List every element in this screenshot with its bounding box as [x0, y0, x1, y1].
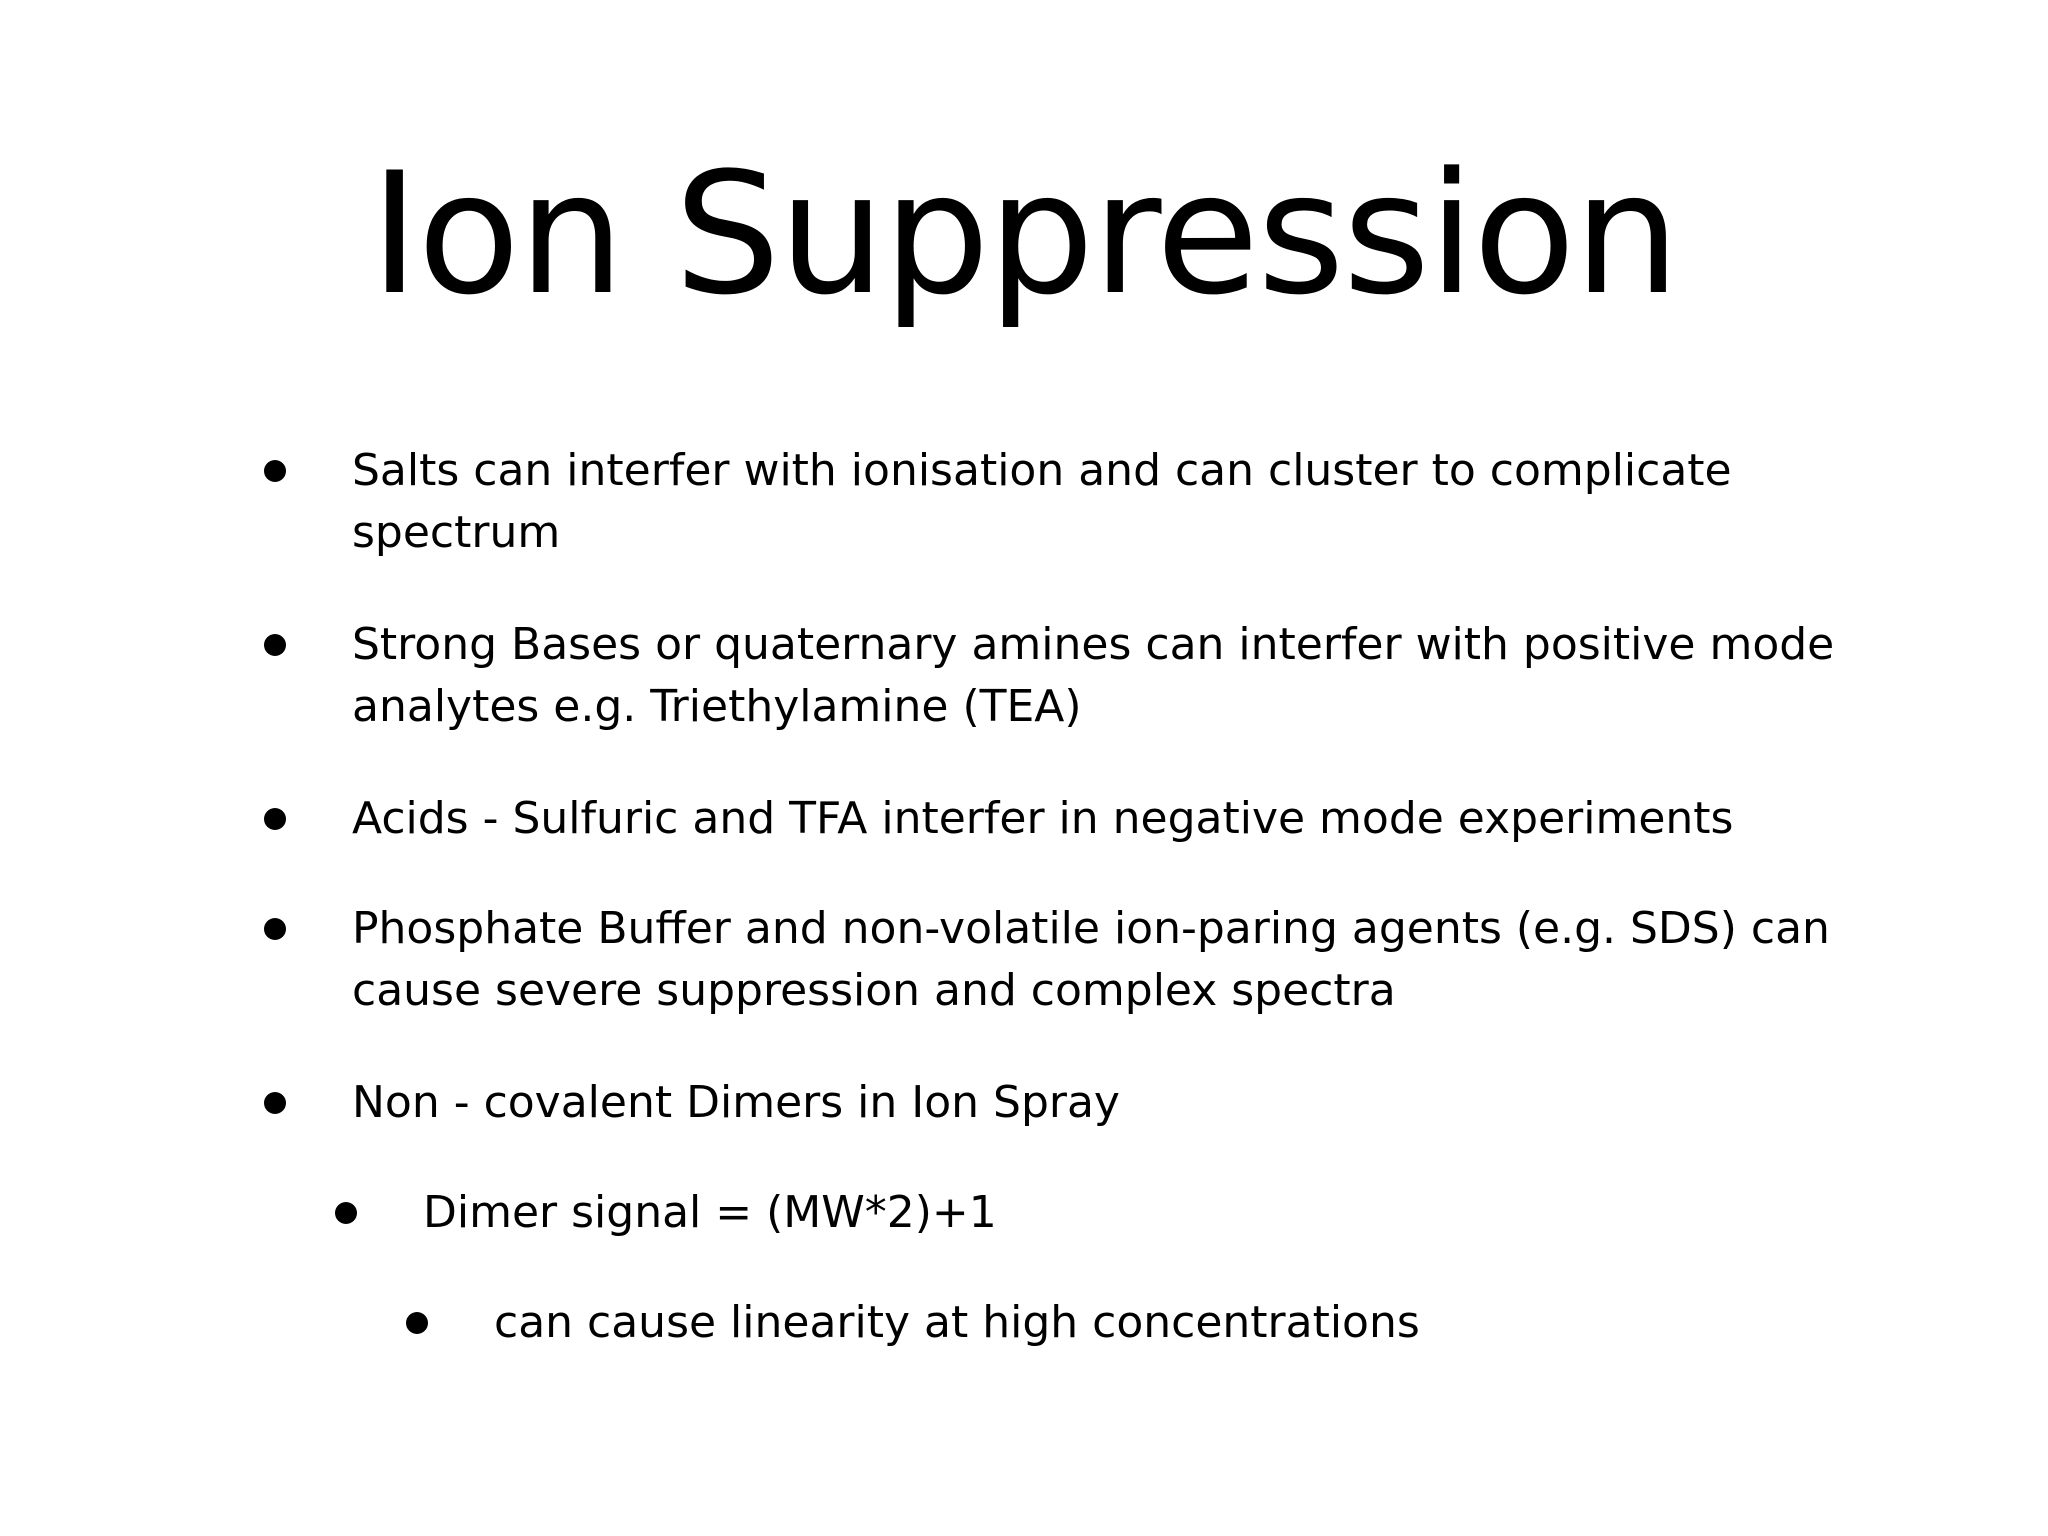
bullet-item — [0, 614, 2048, 744]
bullet-dot-icon — [264, 634, 286, 656]
bullet-text: Phosphate Buffer and non-volatile ion-paring agents (e.g. SDS) can cause severe suppression and complex spectra — [352, 903, 1830, 1016]
bullet-dot-icon — [264, 460, 286, 482]
bullet-item — [0, 1072, 2048, 1142]
bullet-item — [0, 440, 2048, 570]
bullet-item — [0, 788, 2048, 858]
bullet-text: Acids - Sulfuric and TFA interfer in negative mode experiments — [352, 793, 1734, 844]
bullet-dot-icon — [264, 808, 286, 830]
bullet-text: Non - covalent Dimers in Ion Spray — [352, 1077, 1120, 1128]
bullet-text: Salts can interfer with ionisation and can cluster to complicate spectrum — [352, 445, 1732, 558]
bullet-dot-icon — [264, 918, 286, 940]
bullet-text: can cause linearity at high concentrations — [494, 1297, 1420, 1348]
bullet-dot-icon — [335, 1202, 357, 1224]
bullet-text: Strong Bases or quaternary amines can interfer with positive mode analytes e.g. Triethylamine (TEA) — [352, 619, 1835, 732]
slide-title: Ion Suppression — [369, 136, 1679, 332]
bullet-dot-icon — [406, 1312, 428, 1334]
bullet-item — [0, 898, 2048, 1028]
sub-bullet-item — [0, 1182, 2048, 1252]
bullet-text: Dimer signal = (MW*2)+1 — [423, 1187, 997, 1238]
bullet-dot-icon — [264, 1092, 286, 1114]
sub-sub-bullet-item — [0, 1292, 2048, 1362]
